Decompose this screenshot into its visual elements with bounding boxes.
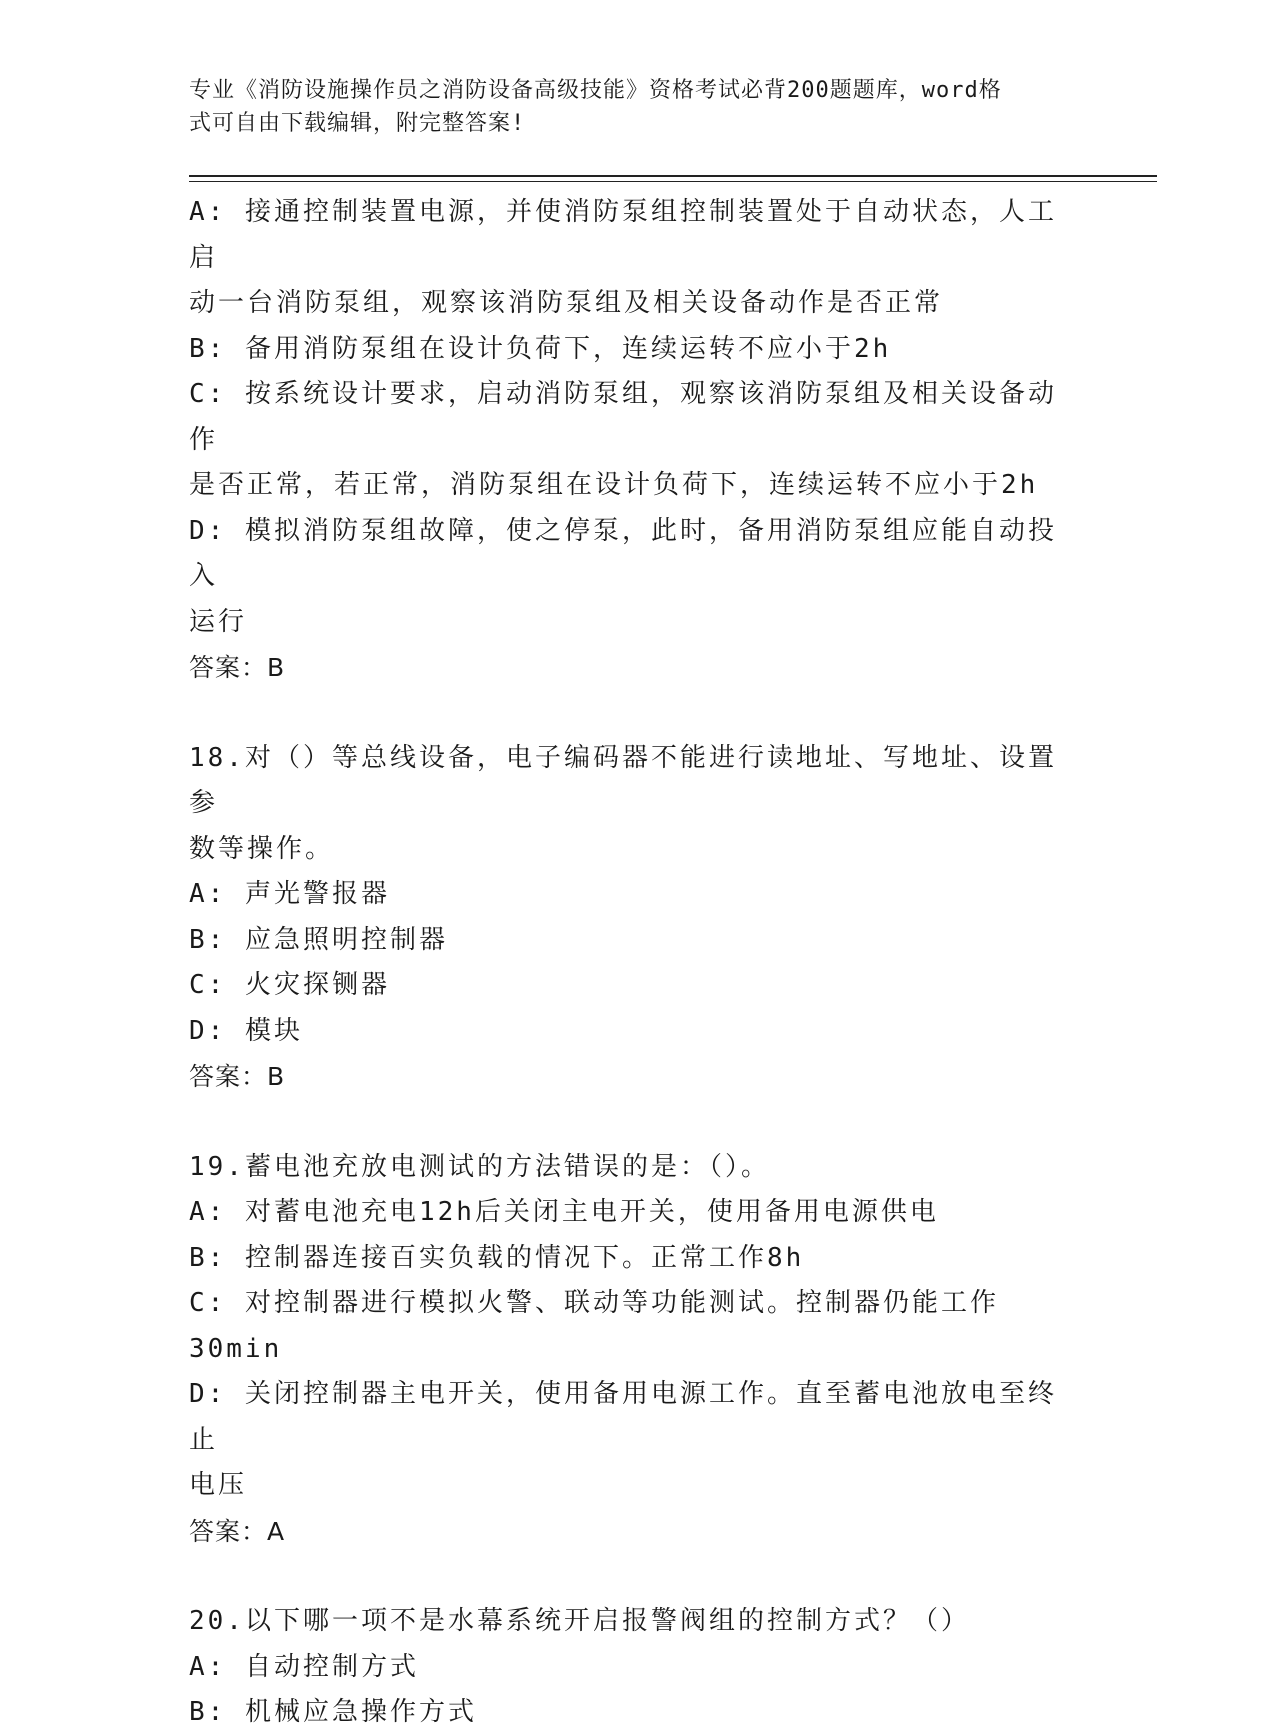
option-b: B: 控制器连接百实负载的情况下。正常工作8h [189,1242,805,1273]
header-line-1: 专业《消防设施操作员之消防设备高级技能》资格考试必背200题题库，word格 [189,78,1002,103]
option-a: A: 对蓄电池充电12h后关闭主电开关，使用备用电源供电 [189,1197,939,1227]
option-a: A: 声光警报器 [189,879,390,909]
option-a: A: 自动控制方式 [189,1651,419,1682]
answer-label: 答案：B [189,1062,286,1091]
option-d-cont: 电压 [189,1470,248,1500]
option-b: B: 机械应急操作方式 [189,1697,477,1727]
option-d-cont: 运行 [189,606,248,637]
question-stem-cont: 数等操作。 [189,833,335,864]
question-stem: 18.对（）等总线设备，电子编码器不能进行读地址、写地址、设置参 [189,742,1057,818]
option-b: B: 应急照明控制器 [189,924,448,955]
question-stem: 20.以下哪一项不是水幕系统开启报警阀组的控制方式？（） [189,1606,970,1636]
option-b: B: 备用消防泵组在设计负荷下，连续运转不应小于2h [189,333,892,364]
question-stem: 19.蓄电池充放电测试的方法错误的是：（）。 [189,1151,770,1182]
option-a-cont: 动一台消防泵组，观察该消防泵组及相关设备动作是否正常 [189,288,944,318]
question-17 [189,190,1079,691]
option-c-cont: 是否正常，若正常，消防泵组在设计负荷下，连续运转不应小于2h [189,470,1039,500]
question-19 [189,1145,1079,1555]
header-line-2: 式可自由下载编辑，附完整答案! [189,111,526,136]
option-a: A: 接通控制装置电源，并使消防泵组控制装置处于自动状态，人工启 [189,197,1057,273]
question-20 [189,1599,1079,1736]
question-list [189,190,1079,1736]
option-c: C: 对控制器进行模拟火警、联动等功能测试。控制器仍能工作30min [189,1288,999,1364]
option-c: C: 火灾探铡器 [189,970,390,1000]
option-d: D: 模拟消防泵组故障，使之停泵，此时，备用消防泵组应能自动投入 [189,515,1057,591]
document-header [189,74,1069,140]
option-d: D: 关闭控制器主电开关，使用备用电源工作。直至蓄电池放电至终止 [189,1379,1057,1455]
answer-label: 答案：A [189,1516,286,1546]
option-d: D: 模块 [189,1015,303,1046]
answer-label: 答案：B [189,653,286,682]
header-divider-thick [189,175,1157,177]
question-18 [189,736,1079,1100]
header-divider-thin [189,181,1157,182]
option-c: C: 按系统设计要求，启动消防泵组，观察该消防泵组及相关设备动作 [189,379,1057,455]
